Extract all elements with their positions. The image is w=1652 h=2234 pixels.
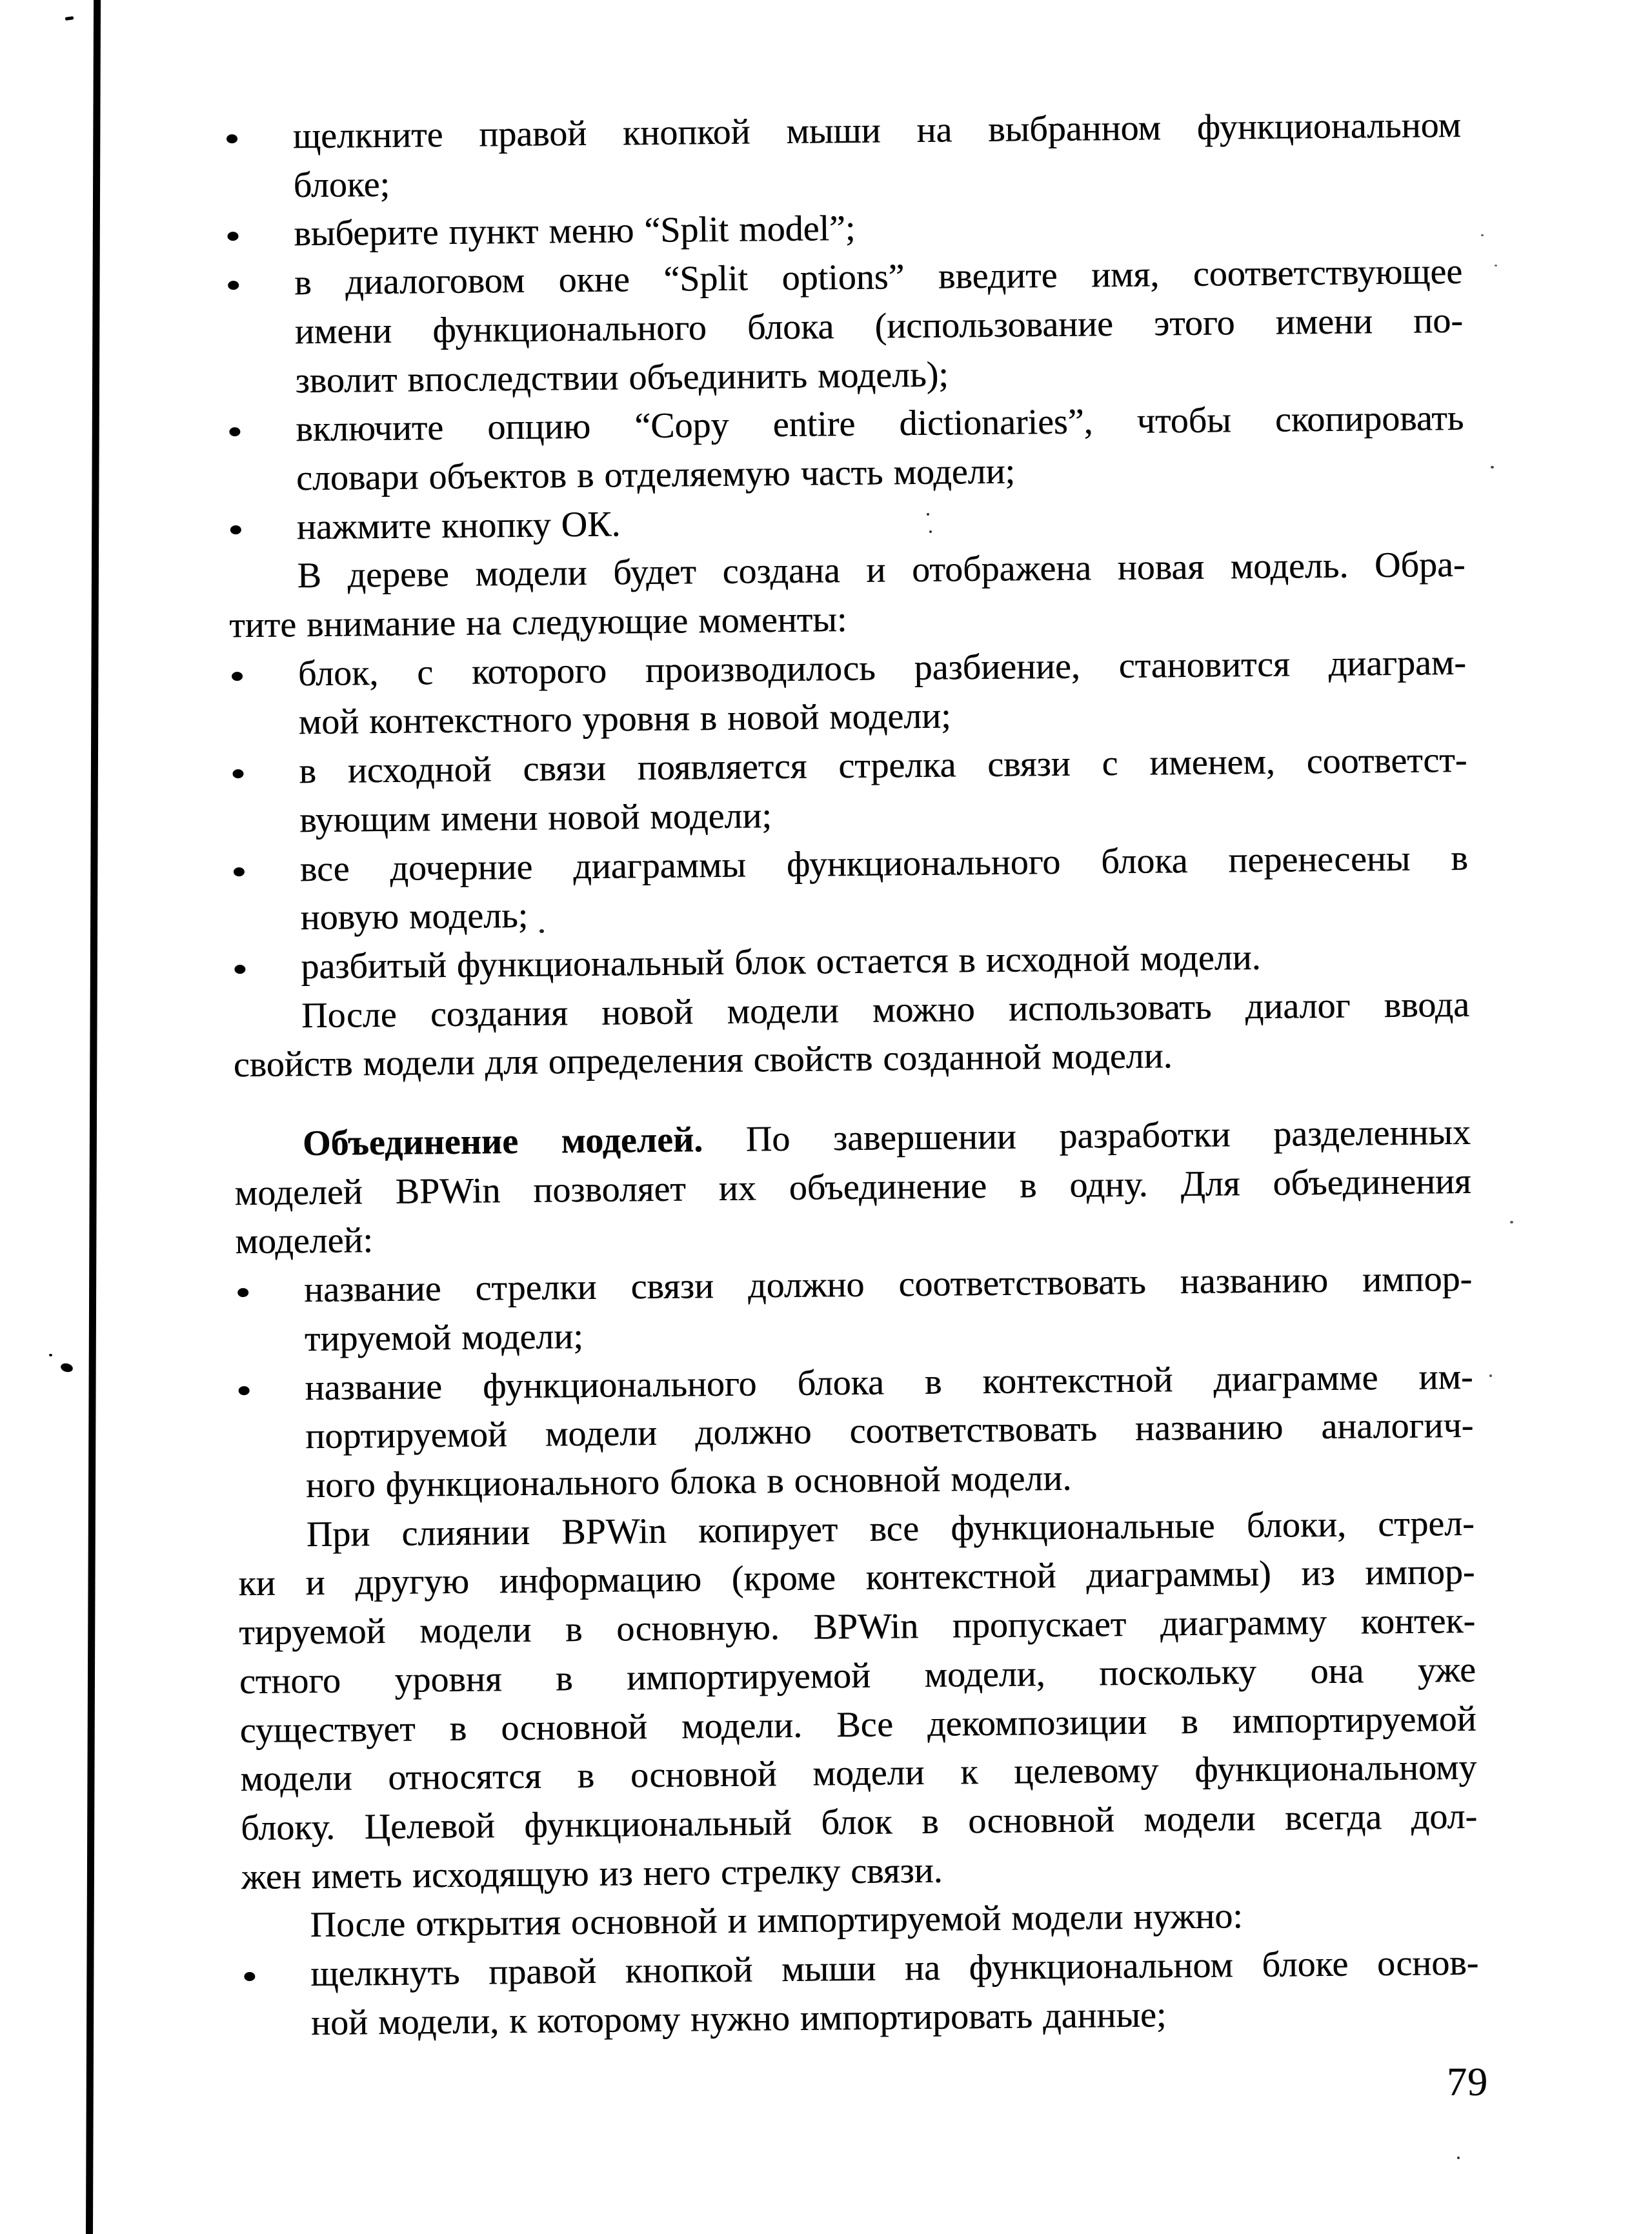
list-item-line: щелкните правой кнопкой мыши на выбранном функциональном	[225, 101, 1462, 162]
text-line: ного функционального блока в основной модели.	[305, 1458, 1072, 1506]
list-item-line: блок, с которого производилось разбиение, становится диаграм-	[230, 639, 1467, 699]
text-line: блоке;	[293, 164, 390, 205]
ink-speck	[1495, 265, 1497, 267]
page-number: 79	[1447, 2060, 1488, 2104]
bullet-icon	[234, 867, 245, 876]
text-line: При слиянии BPWin копирует все функциональные блоки, стрел-	[306, 1503, 1475, 1555]
page-text	[225, 101, 1480, 2049]
text-line: ки и другую информацию (кроме контекстной диаграммы) из импор-	[238, 1552, 1475, 1604]
text-line: тите внимание на следующие моменты:	[228, 599, 847, 646]
list-item-line: название стрелки связи должно соответствовать названию импор-	[236, 1255, 1473, 1316]
text-line: тируемой модели в основную. BPWin пропускает диаграмму контек-	[238, 1600, 1476, 1653]
ink-speck	[1481, 234, 1484, 236]
bullet-icon	[239, 1386, 250, 1395]
text-line: моделей:	[235, 1220, 374, 1262]
bullet-icon	[230, 525, 241, 534]
text-line: вующим имени новой модели;	[299, 796, 772, 841]
bullet-icon	[227, 232, 238, 241]
list-item-line: включите опцию “Copy entire dictionaries”, чтобы скопировать	[227, 394, 1464, 455]
text-line: Объединение моделей. По завершении разработки разделенных	[302, 1112, 1471, 1164]
list-item-line: в диалоговом окне “Split options” введите имя, соответствующее	[226, 248, 1463, 308]
bullet-icon	[229, 427, 240, 436]
text-line: В дереве модели будет создана и отображена новая модель. Обра-	[297, 545, 1466, 596]
text-line: стного уровня в импортируемой модели, поскольку она уже	[239, 1649, 1476, 1702]
list-item-line: название функционального блока в контекстной диаграмме им-	[236, 1353, 1473, 1413]
ink-speck	[1510, 1221, 1513, 1223]
list-item-line: разбитый функциональный блок остается в исходной модели.	[232, 932, 1469, 992]
bullet-icon	[232, 769, 243, 778]
list-item-line: в исходной связи появляется стрелка связи с именем, соответст-	[230, 736, 1467, 797]
ink-speck	[1489, 1374, 1492, 1377]
text-line: словари объектов в отделяемую часть модели;	[296, 451, 1016, 499]
text-line: тируемой модели;	[304, 1316, 584, 1360]
list-item-line: выберите пункт меню “Split model”;	[225, 199, 1462, 259]
text-line: свойств модели для определения свойств созданной модели.	[233, 1036, 1173, 1085]
bullet-icon	[237, 1288, 248, 1297]
list-item-line: щелкнуть правой кнопкой мыши на функциональном блоке основ-	[242, 1939, 1479, 2000]
ink-speck	[49, 1354, 52, 1356]
text-line: зволит впоследствии объединить модель);	[295, 354, 949, 401]
list-item-line: все дочерние диаграммы функционального блока перенесены в	[232, 834, 1469, 894]
bullet-icon	[234, 965, 245, 974]
list-item-line: нажмите кнопку ОК.	[228, 492, 1465, 552]
text-line: имени функционального блока (использование этого имени по-	[294, 300, 1464, 352]
text-line: После создания новой модели можно использовать диалог ввода	[301, 984, 1470, 1036]
bullet-icon	[227, 134, 237, 143]
bullet-icon	[232, 672, 243, 681]
ink-speck	[1457, 2157, 1460, 2159]
bold-lead-text: Объединение моделей.	[302, 1120, 703, 1164]
text-line: моделей BPWin позволяет их объединение в одну. Для объединения	[234, 1161, 1471, 1213]
text-line: блоку. Целевой функциональный блок в основной модели всегда дол-	[240, 1796, 1478, 1849]
text-line: портируемой модели должно соответствовать названию аналогич-	[305, 1405, 1474, 1457]
text-line: мой контекстного уровня в новой модели;	[298, 696, 951, 743]
text-line: существует в основной модели. Все декомпозиции в импортируемой	[239, 1698, 1476, 1751]
text-line: новую модель;	[300, 896, 529, 938]
ink-speck	[1491, 466, 1494, 468]
bullet-icon	[228, 281, 239, 290]
text-line: После открытия основной и импортируемой модели нужно:	[310, 1896, 1244, 1946]
text-line: модели относятся в основной модели к целевому функциональному	[240, 1747, 1477, 1800]
bullet-icon	[244, 1972, 255, 1981]
text-line: ной модели, к которому нужно импортировать данные;	[310, 1995, 1167, 2043]
text-line: жен иметь исходящую из него стрелку связи.	[241, 1850, 943, 1897]
